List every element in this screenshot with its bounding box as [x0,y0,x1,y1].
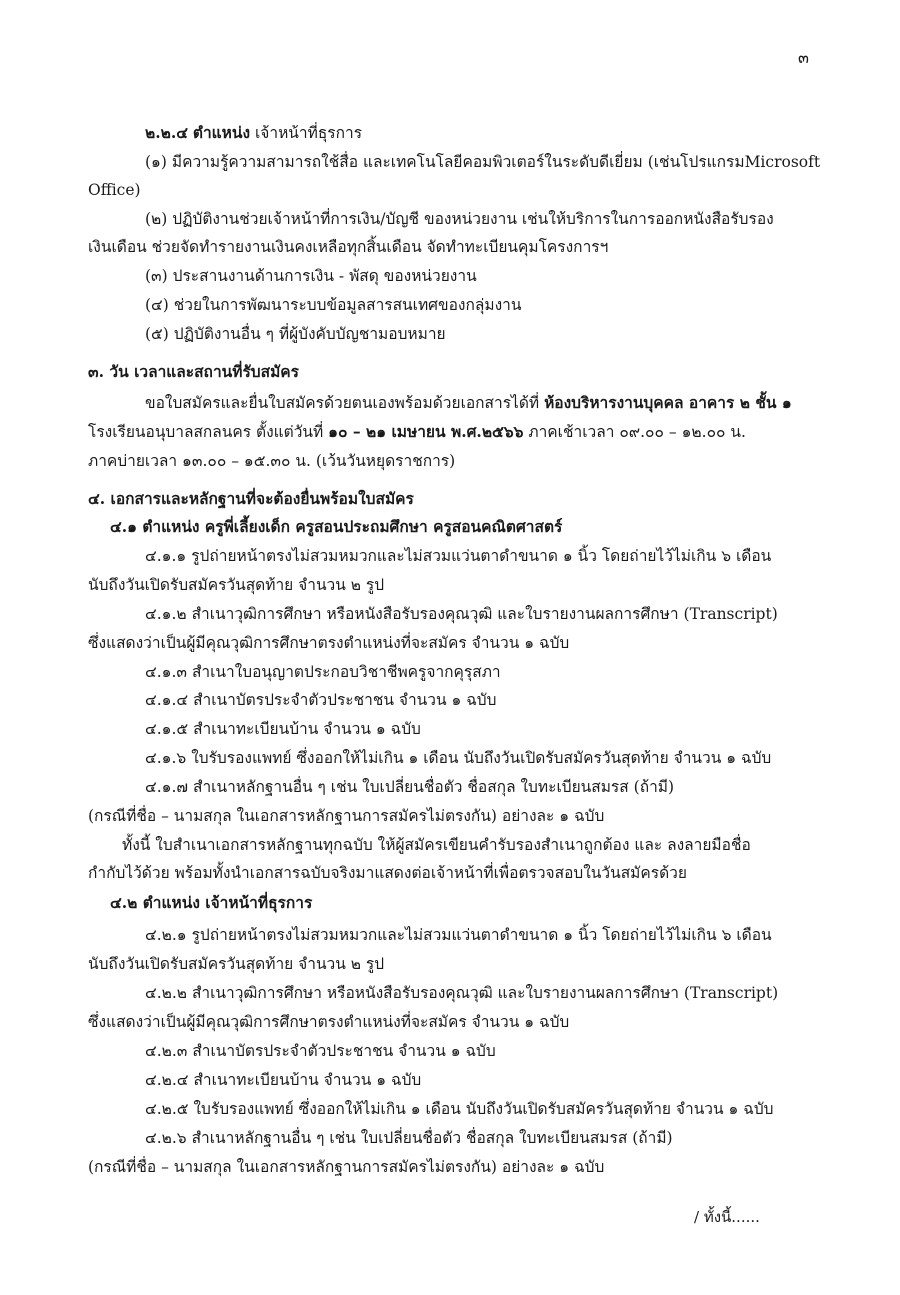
section-41-line: นับถึงวันเปิดรับสมัครวันสุดท้าย จำนวน ๒ รูป [88,576,385,594]
section-224-item: (๓) ประสานงานด้านการเงิน - พัสดุ ของหน่วยงาน [145,267,477,285]
section-224-heading [145,123,362,143]
section-42-line: (กรณีที่ชื่อ – นามสกุล ในเอกสารหลักฐานการสมัครไม่ตรงกัน) อย่างละ ๑ ฉบับ [88,1158,605,1176]
section-41-line: ๔.๑.๖ ใบรับรองแพทย์ ซึ่งออกให้ไม่เกิน ๑ เดือน นับถึงวันเปิดรับสมัครวันสุดท้าย จำนวน ๑ ฉบับ [145,749,772,767]
section-42-line: ๔.๒.๕ ใบรับรองแพทย์ ซึ่งออกให้ไม่เกิน ๑ เดือน นับถึงวันเปิดรับสมัครวันสุดท้าย จำนวน ๑ ฉบับ [145,1100,774,1118]
section-224-item: (๑) มีความรู้ความสามารถใช้สื่อ และเทคโนโลยีคอมพิวเตอร์ในระดับดีเยี่ยม (เช่นโปรแกรมMicrosoft [145,153,821,171]
section-3-text: ภาคเช้าเวลา ๐๙.๐๐ – ๑๒.๐๐ น. [523,423,746,441]
section-3-location: ห้องบริหารงานบุคคล อาคาร ๒ ชั้น ๑ [544,393,792,412]
section-224-number: ๒.๒.๔ [145,123,188,142]
section-4-heading: ๔. เอกสารและหลักฐานที่จะต้องยื่นพร้อมใบสมัคร [88,489,414,508]
section-224-label: ตำแหน่ง [192,123,251,142]
section-42-line: นับถึงวันเปิดรับสมัครวันสุดท้าย จำนวน ๒ รูป [88,955,385,973]
section-3-line [145,393,792,413]
section-224-item: เงินเดือน ช่วยจัดทำรายงานเงินคงเหลือทุกสิ้นเดือน จัดทำทะเบียนคุมโครงการฯ [88,238,609,256]
section-224-item: Office) [88,181,141,199]
section-41-line: ๔.๑.๗ สำเนาหลักฐานอื่น ๆ เช่น ใบเปลี่ยนชื่อตัว ชื่อสกุล ใบทะเบียนสมรส (ถ้ามี) [145,778,675,796]
section-42-line: ๔.๒.๓ สำเนาบัตรประจำตัวประชาชน จำนวน ๑ ฉบับ [145,1042,496,1060]
section-41-line: ทั้งนี้ ใบสำเนาเอกสารหลักฐานทุกฉบับ ให้ผู้สมัครเขียนคำรับรองสำเนาถูกต้อง และ ลงลายมือชื่อ [122,836,751,854]
section-3-line [88,422,746,442]
section-42-line: ซึ่งแสดงว่าเป็นผู้มีคุณวุฒิการศึกษาตรงตำแหน่งที่จะสมัคร จำนวน ๑ ฉบับ [88,1013,570,1031]
section-42-line: ๔.๒.๑ รูปถ่ายหน้าตรงไม่สวมหมวกและไม่สวมแว่นตาดำขนาด ๑ นิ้ว โดยถ่ายไว้ไม่เกิน ๖ เดือน [145,926,772,944]
section-42-line: ๔.๒.๒ สำเนาวุฒิการศึกษา หรือหนังสือรับรองคุณวุฒิ และใบรายงานผลการศึกษา (Transcript) [145,984,779,1002]
section-41-line: ๔.๑.๔ สำเนาบัตรประจำตัวประชาชน จำนวน ๑ ฉบับ [145,691,497,709]
section-41-line: ซึ่งแสดงว่าเป็นผู้มีคุณวุฒิการศึกษาตรงตำแหน่งที่จะสมัคร จำนวน ๑ ฉบับ [88,634,570,652]
section-42-line: ๔.๒.๔ สำเนาทะเบียนบ้าน จำนวน ๑ ฉบับ [145,1071,422,1089]
continuation-note: / ทั้งนี้...... [694,1208,760,1226]
section-224-item: (๕) ปฏิบัติงานอื่น ๆ ที่ผู้บังคับบัญชามอบหมาย [145,325,446,343]
section-3-line: ภาคบ่ายเวลา ๑๓.๐๐ – ๑๕.๓๐ น. (เว้นวันหยุดราชการ) [88,452,456,470]
section-42-line: ๔.๒.๖ สำเนาหลักฐานอื่น ๆ เช่น ใบเปลี่ยนชื่อตัว ชื่อสกุล ใบทะเบียนสมรส (ถ้ามี) [145,1129,673,1147]
section-3-dates: ๑๐ – ๒๑ เมษายน พ.ศ.๒๕๖๖ [328,422,524,441]
section-224-item: (๒) ปฏิบัติงานช่วยเจ้าหน้าที่การเงิน/บัญชี ของหน่วยงาน เช่นให้บริการในการออกหนังสือรับรอง [145,210,774,228]
section-3-text: โรงเรียนอนุบาลสกลนคร ตั้งแต่วันที่ [88,423,329,441]
section-42-heading: ๔.๒ ตำแหน่ง เจ้าหน้าที่ธุรการ [110,893,313,912]
page-number: ๓ [798,48,809,67]
section-41-line: ๔.๑.๕ สำเนาทะเบียนบ้าน จำนวน ๑ ฉบับ [145,720,421,738]
section-224-title: เจ้าหน้าที่ธุรการ [255,124,363,142]
section-41-line: กำกับไว้ด้วย พร้อมทั้งนำเอกสารฉบับจริงมาแสดงต่อเจ้าหน้าที่เพื่อตรวจสอบในวันสมัครด้วย [88,864,687,882]
section-41-line: ๔.๑.๒ สำเนาวุฒิการศึกษา หรือหนังสือรับรองคุณวุฒิ และใบรายงานผลการศึกษา (Transcript) [145,605,778,623]
section-3-text: ขอใบสมัครและยื่นใบสมัครด้วยตนเองพร้อมด้วยเอกสารได้ที่ [145,394,545,412]
section-3-heading: ๓. วัน เวลาและสถานที่รับสมัคร [88,362,299,381]
section-41-heading: ๔.๑ ตำแหน่ง ครูพี่เลี้ยงเด็ก ครูสอนประถมศึกษา ครูสอนคณิตศาสตร์ [110,517,563,536]
section-224-item: (๔) ช่วยในการพัฒนาระบบข้อมูลสารสนเทศของกลุ่มงาน [145,296,522,314]
section-41-line: ๔.๑.๓ สำเนาใบอนุญาตประกอบวิชาชีพครูจากคุรุสภา [145,663,501,681]
section-41-line: ๔.๑.๑ รูปถ่ายหน้าตรงไม่สวมหมวกและไม่สวมแว่นตาดำขนาด ๑ นิ้ว โดยถ่ายไว้ไม่เกิน ๖ เดือน [145,547,772,565]
section-41-line: (กรณีที่ชื่อ – นามสกุล ในเอกสารหลักฐานการสมัครไม่ตรงกัน) อย่างละ ๑ ฉบับ [88,807,605,825]
